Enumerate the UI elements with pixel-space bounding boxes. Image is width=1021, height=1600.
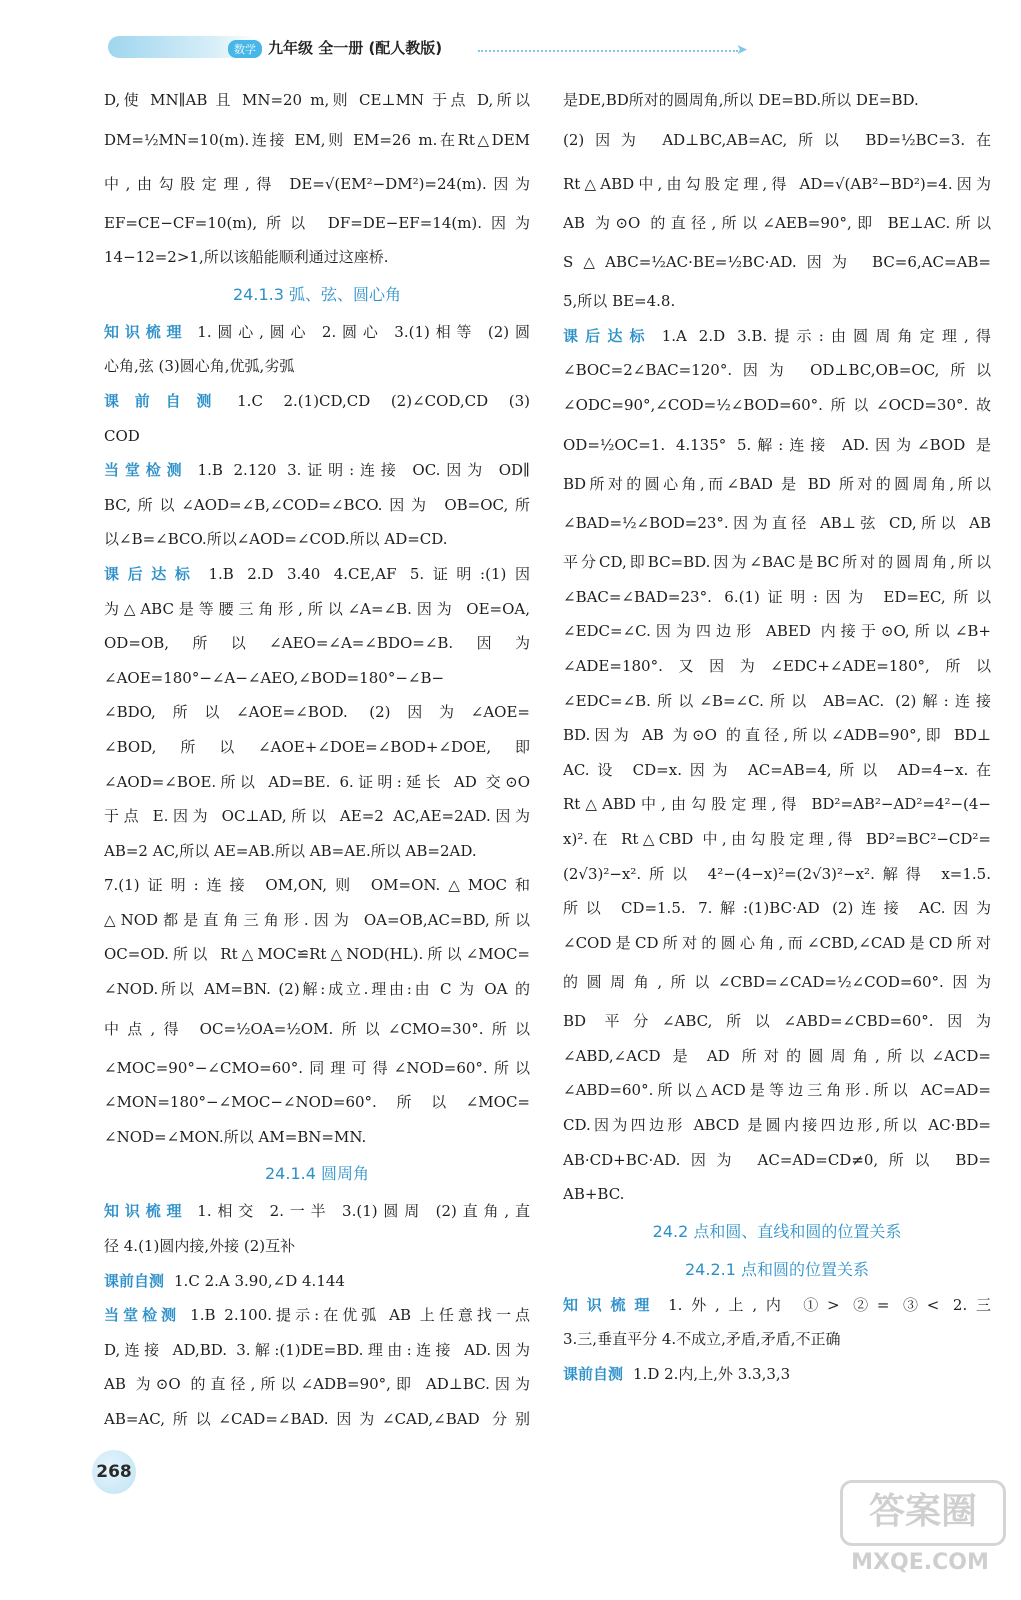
- line-text: 5,所以 BE=4.8.: [563, 292, 676, 311]
- text-line: [104, 315, 530, 350]
- text-line: [104, 162, 530, 206]
- line-text: 1.A 2.D 3.B.提示:由圆周角定理,得: [661, 326, 991, 345]
- line-text: 1.D 2.内,上,外 3.3,3,3: [633, 1365, 791, 1384]
- line-text: 24.1.3 弧、弦、圆心角: [233, 284, 401, 304]
- page-header: [108, 30, 748, 70]
- section-tag: 当堂检测: [104, 461, 188, 480]
- section-heading: [563, 1212, 991, 1252]
- text-line: [563, 1177, 991, 1212]
- line-text: ∠BDO,所以∠AOE=∠BOD. (2)因为∠AOE=: [104, 703, 530, 722]
- text-line: [563, 891, 991, 926]
- watermark-logo: [840, 1480, 1000, 1590]
- text-line: [563, 240, 991, 284]
- section-tag: 课后达标: [104, 564, 199, 583]
- line-text: 是DE,BD所对的圆周角,所以 DE=BD.所以 DE=BD.: [563, 91, 919, 109]
- line-text: AB 为⊙O 的直径,所以∠ADB=90°,即 AD⊥BC.因为: [104, 1375, 530, 1394]
- text-line: [563, 118, 991, 162]
- line-text: AB=AC,所以∠CAD=∠BAD.因为∠CAD,∠BAD 分别: [104, 1410, 530, 1428]
- line-text: Rt△ABD中,由勾股定理,得 BD²=AB²−AD²=4²−(4−: [563, 795, 991, 814]
- text-line: [104, 834, 530, 869]
- text-line: [563, 718, 991, 753]
- line-text: BD所对的圆心角,而∠BAD 是 BD 所对的圆周角,所以: [563, 474, 991, 493]
- line-text: 中点,得 OC=½OA=½OM.所以∠CMO=30°.所以: [104, 1019, 530, 1038]
- text-line: [104, 1264, 530, 1299]
- header-title: 九年级 全一册 (配人教版): [268, 39, 443, 57]
- text-line: [104, 488, 530, 523]
- line-text: 1.相交 2.一半 3.(1)圆周 (2)直角,直: [197, 1202, 530, 1221]
- line-text: 径 4.(1)圆内接,外接 (2)互补: [104, 1237, 296, 1256]
- text-line: [104, 557, 530, 592]
- line-text: ∠EDC=∠C.因为四边形 ABED 内接于⊙O,所以∠B+: [563, 622, 991, 641]
- line-text: OC=OD.所以 Rt△MOC≌Rt△NOD(HL).所以∠MOC=: [104, 945, 530, 964]
- text-line: [104, 453, 530, 488]
- right-column: [563, 83, 991, 1392]
- text-line: [104, 206, 530, 241]
- line-text: △NOD都是直角三角形.因为 OA=OB,AC=BD,所以: [104, 910, 530, 929]
- watermark-top: 答案圈: [840, 1480, 1006, 1546]
- line-text: BD 平分∠ABC,所以∠ABD=∠CBD=60°.因为: [563, 1012, 991, 1031]
- line-text: ∠NOD.所以 AM=BN. (2)解:成立.理由:由 C 为 OA 的: [104, 980, 530, 999]
- line-text: AB 为⊙O 的直径,所以∠AEB=90°,即 BE⊥AC.所以: [563, 213, 991, 232]
- line-text: 1.B 2.D 3.40 4.CE,AF 5.证明:(1)因: [208, 564, 530, 583]
- text-line: [104, 799, 530, 834]
- text-line: [104, 118, 530, 162]
- text-line: [104, 419, 530, 454]
- text-line: [104, 695, 530, 730]
- line-text: COD: [104, 426, 140, 445]
- text-line: [563, 822, 991, 857]
- section-tag: 知识梳理: [104, 1202, 188, 1221]
- section-heading: [104, 275, 530, 315]
- line-text: ∠BAC=∠BAD=23°. 6.(1)证明:因为 ED=EC,所以: [563, 587, 991, 606]
- section-tag: 知识梳理: [563, 1295, 659, 1314]
- line-text: DM=½MN=10(m).连接 EM,则 EM=26 m.在Rt△DEM: [104, 130, 530, 149]
- text-line: [563, 614, 991, 649]
- text-line: [104, 1333, 530, 1368]
- line-text: ∠MON=180°−∠MOC−∠NOD=60°.所以∠MOC=: [104, 1093, 530, 1112]
- line-text: 1.B 2.120 3.证明:连接 OC.因为 OD∥: [197, 461, 530, 480]
- left-column: [104, 83, 530, 1437]
- line-text: ∠ADE=180°.又因为∠EDC+∠ADE=180°,所以: [563, 656, 991, 675]
- line-text: ∠AOE=180°−∠A−∠AEO,∠BOD=180°−∠B−: [104, 668, 445, 687]
- line-text: 7.(1)证明:连接 OM,ON,则 OM=ON.△MOC和: [104, 876, 530, 895]
- text-line: [104, 349, 530, 384]
- line-text: ∠ABD=60°.所以△ACD是等边三角形.所以 AC=AD=: [563, 1081, 991, 1100]
- text-line: [104, 661, 530, 696]
- line-text: BD.因为 AB 为⊙O 的直径,所以∠ADB=90°,即 BD⊥: [563, 726, 991, 745]
- text-line: [104, 730, 530, 765]
- text-line: [563, 206, 991, 241]
- line-text: 1.外,上,内 ①> ②= ③< 2.三: [668, 1295, 991, 1314]
- line-text: 的圆周角,所以∠CBD=∠CAD=½∠COD=60°.因为: [563, 973, 991, 992]
- line-text: D,使 MN∥AB 且 MN=20 m,则 CE⊥MN 于点 D,所以: [104, 91, 530, 109]
- section-tag: 课前自测: [104, 1271, 165, 1290]
- text-line: [563, 857, 991, 892]
- watermark-bottom: MXQE.COM: [851, 1550, 989, 1575]
- text-line: [563, 501, 991, 545]
- line-text: ∠ODC=90°,∠COD=½∠BOD=60°.所以∠OCD=30°.故: [563, 395, 991, 414]
- line-text: 14−12=2>1,所以该船能顺利通过这座桥.: [104, 248, 389, 267]
- text-line: [104, 937, 530, 972]
- section-heading: [563, 1252, 991, 1288]
- text-line: [563, 284, 991, 319]
- line-text: CD.因为四边形 ABCD 是圆内接四边形,所以 AC·BD=: [563, 1116, 991, 1135]
- line-text: OD=½OC=1. 4.135° 5.解:连接 AD.因为∠BOD 是: [563, 435, 991, 454]
- section-tag: 知识梳理: [104, 322, 188, 341]
- arrow-icon: ➤: [736, 42, 748, 58]
- line-text: 1.B 2.100.提示:在优弧 AB 上任意找一点: [190, 1306, 530, 1325]
- page-number: 268: [92, 1450, 136, 1494]
- line-text: AB·CD+BC·AD.因为 AC=AD=CD≠0,所以 BD=: [563, 1150, 991, 1169]
- text-line: [563, 960, 991, 1004]
- text-line: [563, 1143, 991, 1178]
- text-line: [104, 903, 530, 938]
- text-line: [104, 1194, 530, 1229]
- line-text: EF=CE−CF=10(m),所以 DF=DE−EF=14(m).因为: [104, 213, 530, 232]
- text-line: [104, 592, 530, 627]
- text-line: [563, 1357, 991, 1392]
- line-text: D,连接 AD,BD. 3.解:(1)DE=BD.理由:连接 AD.因为: [104, 1340, 530, 1359]
- line-text: ∠ABD,∠ACD 是 AD 所对的圆周角,所以∠ACD=: [563, 1046, 991, 1065]
- line-text: ∠EDC=∠B.所以∠B=∠C.所以 AB=AC. (2)解:连接: [563, 691, 991, 710]
- text-line: [104, 1007, 530, 1051]
- text-line: [563, 162, 991, 206]
- line-text: 平分CD,即BC=BD.因为∠BAC是BC所对的圆周角,所以: [563, 553, 991, 572]
- section-heading: [104, 1154, 530, 1194]
- line-text: 1.C 2.(1)CD,CD (2)∠COD,CD (3): [237, 391, 530, 410]
- text-line: [104, 384, 530, 419]
- line-text: 1.C 2.A 3.90,∠D 4.144: [174, 1271, 345, 1290]
- text-line: [104, 1298, 530, 1333]
- line-text: x)².在 Rt△CBD 中,由勾股定理,得 BD²=BC²−CD²=: [563, 829, 991, 848]
- text-line: [563, 753, 991, 788]
- line-text: ∠BAD=½∠BOD=23°.因为直径 AB⊥弦 CD,所以 AB: [563, 514, 991, 533]
- line-text: AB+BC.: [563, 1185, 625, 1204]
- line-text: BC,所以∠AOD=∠B,∠COD=∠BCO.因为 OB=OC,所: [104, 495, 530, 514]
- line-text: AB=2 AC,所以 AE=AB.所以 AB=AE.所以 AB=2AD.: [104, 841, 477, 860]
- text-line: [563, 423, 991, 467]
- line-text: (2)因为 AD⊥BC,AB=AC,所以 BD=½BC=3.在: [563, 130, 991, 149]
- line-text: 1.圆心,圆心 2.圆心 3.(1)相等 (2)圆: [197, 322, 530, 341]
- text-line: [104, 1051, 530, 1086]
- text-line: [563, 580, 991, 615]
- text-line: [563, 545, 991, 580]
- line-text: ∠MOC=90°−∠CMO=60°.同理可得∠NOD=60°.所以: [104, 1058, 530, 1077]
- text-line: [104, 240, 530, 275]
- header-divider: [478, 50, 738, 52]
- header-subject: 数学: [228, 40, 262, 58]
- line-text: 心角,弦 (3)圆心角,优弧,劣弧: [104, 357, 295, 376]
- text-line: [563, 319, 991, 354]
- line-text: ∠BOC=2∠BAC=120°.因为 OD⊥BC,OB=OC,所以: [563, 361, 991, 380]
- line-text: ∠COD是CD所对的圆心角,而∠CBD,∠CAD是CD所对: [563, 933, 991, 952]
- text-line: [104, 972, 530, 1007]
- line-text: S△ABC=½AC·BE=½BC·AD.因为 BC=6,AC=AB=: [563, 253, 991, 272]
- text-line: [104, 1085, 530, 1120]
- line-text: 3.三,垂直平分 4.不成立,矛盾,矛盾,不正确: [563, 1330, 841, 1349]
- section-tag: 课前自测: [104, 391, 228, 410]
- text-line: [563, 467, 991, 502]
- line-text: 24.1.4 圆周角: [265, 1164, 369, 1184]
- text-line: [563, 1108, 991, 1143]
- text-line: [104, 626, 530, 661]
- line-text: 24.2.1 点和圆的位置关系: [685, 1259, 869, 1279]
- text-line: [563, 1004, 991, 1039]
- line-text: 以∠B=∠BCO.所以∠AOD=∠COD.所以 AD=CD.: [104, 530, 448, 549]
- line-text: ∠NOD=∠MON.所以 AM=BN=MN.: [104, 1127, 367, 1146]
- text-line: [563, 649, 991, 684]
- text-line: [104, 868, 530, 903]
- line-text: 所以 CD=1.5. 7.解:(1)BC·AD (2)连接 AC.因为: [563, 899, 991, 918]
- line-text: 中,由勾股定理,得 DE=√(EM²−DM²)=24(m).因为: [104, 174, 530, 193]
- line-text: 为△ABC是等腰三角形,所以∠A=∠B.因为 OE=OA,: [104, 599, 530, 618]
- text-line: [563, 684, 991, 719]
- text-line: [563, 926, 991, 961]
- text-line: [104, 83, 530, 118]
- section-tag: 当堂检测: [104, 1306, 181, 1325]
- line-text: 24.2 点和圆、直线和圆的位置关系: [652, 1221, 902, 1241]
- section-tag: 课后达标: [563, 326, 652, 345]
- line-text: Rt△ABD中,由勾股定理,得 AD=√(AB²−BD²)=4.因为: [563, 174, 991, 193]
- text-line: [104, 1229, 530, 1264]
- line-text: 于点 E.因为 OC⊥AD,所以 AE=2 AC,AE=2AD.因为: [104, 807, 530, 826]
- text-line: [104, 765, 530, 800]
- text-line: [104, 1402, 530, 1437]
- line-text: AC.设 CD=x.因为 AC=AB=4,所以 AD=4−x.在: [563, 760, 991, 779]
- line-text: ∠AOD=∠BOE.所以 AD=BE. 6.证明:延长 AD 交⊙O: [104, 772, 530, 791]
- text-line: [104, 1367, 530, 1402]
- text-line: [104, 1120, 530, 1155]
- text-line: [563, 1322, 991, 1357]
- text-line: [563, 1039, 991, 1074]
- text-line: [563, 787, 991, 822]
- section-tag: 课前自测: [563, 1365, 624, 1384]
- text-line: [563, 353, 991, 388]
- text-line: [563, 1073, 991, 1108]
- line-text: (2√3)²−x².所以 4²−(4−x)²=(2√3)²−x².解得 x=1.5.: [563, 864, 991, 883]
- line-text: ∠BOD,所以∠AOE+∠DOE=∠BOD+∠DOE,即: [104, 737, 530, 756]
- text-line: [563, 83, 991, 118]
- text-line: [563, 1288, 991, 1323]
- text-line: [563, 388, 991, 423]
- line-text: OD=OB,所以∠AEO=∠A=∠BDO=∠B.因为: [104, 634, 530, 653]
- text-line: [104, 522, 530, 557]
